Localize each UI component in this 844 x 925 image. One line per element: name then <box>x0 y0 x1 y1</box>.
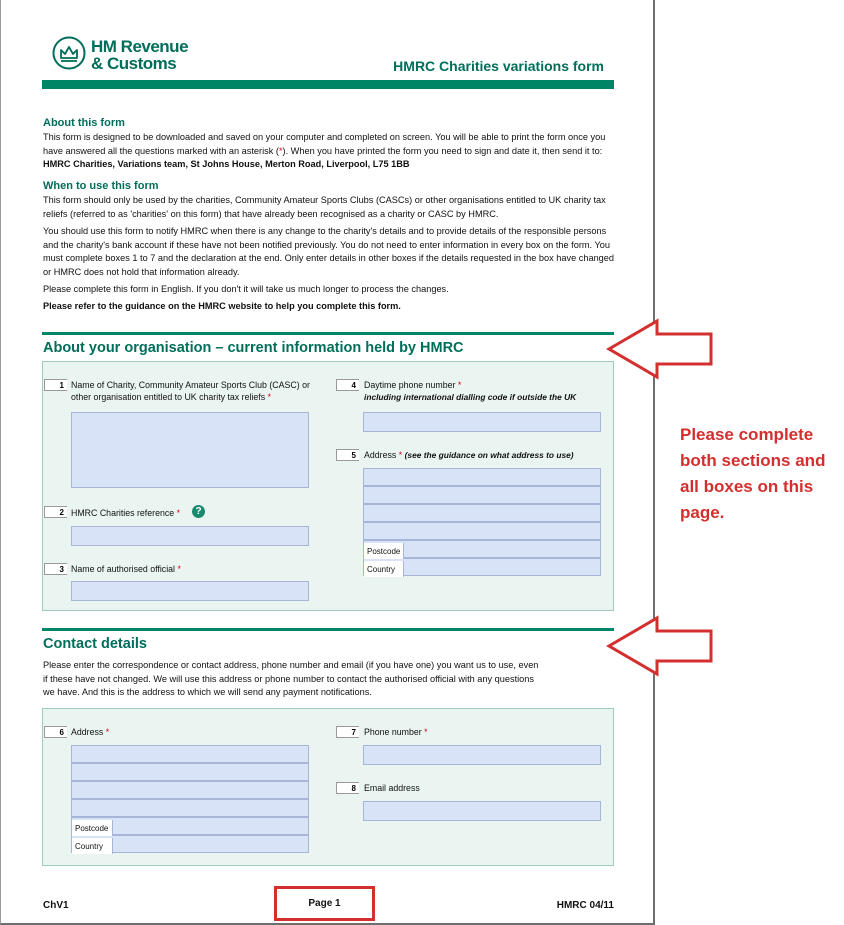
header-bar <box>42 80 614 89</box>
box-number-1: 1 <box>44 379 67 391</box>
page-number: Page 1 <box>308 898 341 909</box>
contact-intro: Please enter the correspondence or contact address, phone number and email (if you have one) you want us to use, even if these have not changed. We will use this address or phone number to contact the authorised official with any questions we have. And this is the address to which we will send any payment notifications. <box>43 660 539 698</box>
about-form-heading: About this form <box>43 117 125 129</box>
when-to-use-p3: Please complete this form in English. If you don't it will take us much longer to process the changes. <box>43 284 449 294</box>
address-line-4[interactable] <box>71 799 309 817</box>
country-field[interactable] <box>363 558 601 576</box>
form-title: HMRC Charities variations form <box>393 58 604 74</box>
country-field[interactable] <box>71 835 309 853</box>
address-line-3[interactable] <box>363 504 601 522</box>
address-line-1[interactable] <box>71 745 309 763</box>
address-line-2[interactable] <box>363 486 601 504</box>
charity-name-field[interactable] <box>71 412 309 488</box>
authorised-official-field[interactable] <box>71 581 309 601</box>
box-number-8: 8 <box>336 782 359 794</box>
q1-label: Name of Charity, Community Amateur Sports Club (CASC) or other organisation entitled to UK charity tax reliefs * <box>71 380 310 402</box>
postcode-field[interactable] <box>71 817 309 835</box>
postcode-label: Postcode <box>72 820 113 836</box>
postcode-label: Postcode <box>364 543 404 559</box>
hmrc-logo-text: HM Revenue & Customs <box>91 37 189 73</box>
organisation-heading: About your organisation – current information held by HMRC <box>43 340 464 356</box>
address-line-1[interactable] <box>363 468 601 486</box>
org-address-block <box>363 468 601 576</box>
arrow-left-icon <box>605 318 715 380</box>
crown-crest-icon <box>52 36 86 70</box>
section-rule <box>42 628 614 631</box>
arrow-left-icon <box>605 615 715 677</box>
send-to-address: HMRC Charities, Variations team, St Johns House, Merton Road, Liverpool, L75 1BB <box>43 159 410 170</box>
q3-label: Name of authorised official * <box>71 564 181 574</box>
postcode-field[interactable] <box>363 540 601 558</box>
q8-label: Email address <box>364 783 420 793</box>
when-to-use-p4: Please refer to the guidance on the HMRC website to help you complete this form. <box>43 301 401 311</box>
q2-label: HMRC Charities reference * <box>71 508 181 518</box>
box-number-7: 7 <box>336 726 359 738</box>
q5-label: Address * (see the guidance on what address to use) <box>364 450 574 460</box>
charities-reference-field[interactable] <box>71 526 309 546</box>
box-number-6: 6 <box>44 726 67 738</box>
q6-label: Address * <box>71 727 110 737</box>
box-number-3: 3 <box>44 563 67 575</box>
phone-number-field[interactable] <box>363 745 601 765</box>
address-line-3[interactable] <box>71 781 309 799</box>
form-code: ChV1 <box>43 900 69 911</box>
when-to-use-heading: When to use this form <box>43 180 159 192</box>
box-number-4: 4 <box>336 379 359 391</box>
when-to-use-p2: You should use this form to notify HMRC when there is any change to the charity's details and to provide details of the responsible persons and the charity's bank account if these have not been notified previously. You do not need to enter information in every box on the form. You must complete boxes 1 to 7 and the declaration at the end. Only enter details in other boxes if the details requested in the box have changed or HMRC does not hold that information already. <box>43 226 615 277</box>
annotation-note: Please complete both sections and all boxes on this page. <box>680 425 826 522</box>
email-address-field[interactable] <box>363 801 601 821</box>
box-number-5: 5 <box>336 449 359 461</box>
q7-label: Phone number * <box>364 727 428 737</box>
address-line-2[interactable] <box>71 763 309 781</box>
box-number-2: 2 <box>44 506 67 518</box>
page-number-highlight <box>274 886 375 921</box>
when-to-use-p1: This form should only be used by the charities, Community Amateur Sports Clubs (CASCs) or other organisations entitled to UK charity tax reliefs (referred to as 'charities' on this form) that have already been recognised as a charity or CASC by HMRC. <box>43 195 606 219</box>
help-icon[interactable]: ? <box>192 505 205 518</box>
address-line-4[interactable] <box>363 522 601 540</box>
contact-address-block <box>71 745 309 853</box>
section-rule <box>42 332 614 335</box>
daytime-phone-field[interactable] <box>363 412 601 432</box>
country-label: Country <box>364 561 404 577</box>
q4-label: Daytime phone number * including international dialling code if outside the UK <box>364 380 577 402</box>
form-version: HMRC 04/11 <box>556 900 614 911</box>
country-label: Country <box>72 838 113 854</box>
contact-heading: Contact details <box>43 636 147 652</box>
about-form-text: This form is designed to be downloaded and saved on your computer and completed on screen. You will be able to print the form once you have answered all the questions marked with an asterisk (*). When you have printed the form you need to sign and date it, then send it to: HMRC Charities, Variations team, St Johns House, Merton Road, Liverpool, L75 1BB <box>43 132 606 170</box>
